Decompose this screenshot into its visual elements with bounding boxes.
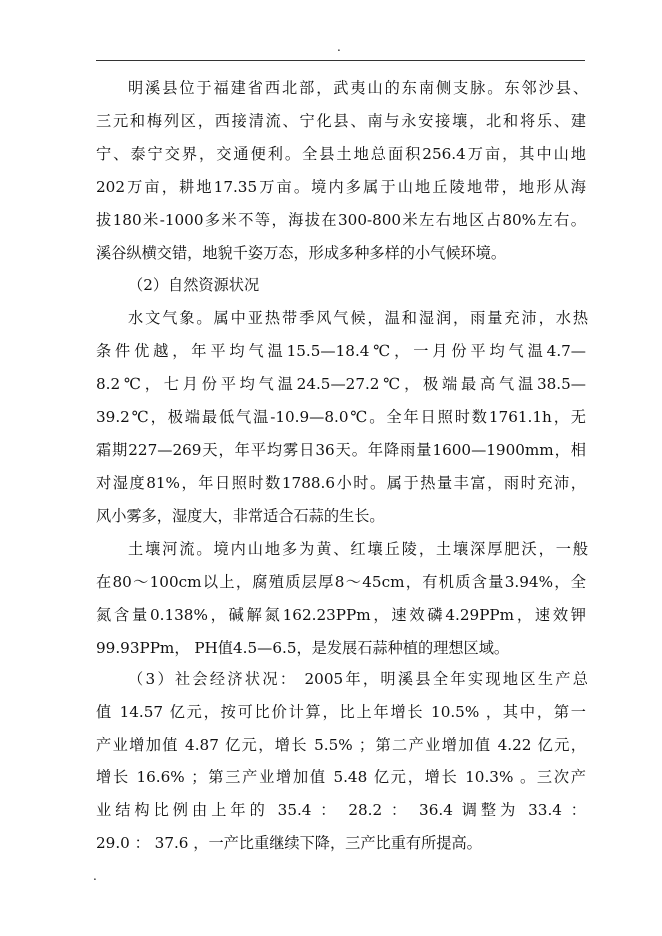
paragraph-line: 风小雾多，湿度大，非常适合石蒜的生长。 [96,507,385,525]
paragraph-line: 拔180米-1000多米不等，海拔在300-800米左右地区占80%左右。 [96,211,586,229]
paragraph-line: 三元和梅列区，西接清流、宁化县、南与永安接壤，北和将乐、建 [96,112,586,130]
paragraph-line: 水文气象。属中亚热带季风气候，温和湿润，雨量充沛，水热 [128,309,588,327]
paragraph-line: 土壤河流。境内山地多为黄、红壤丘陵，土壤深厚肥沃，一般 [128,540,588,558]
paragraph-line: 29.0 ： 37.6 ，一产比重继续下降，三产比重有所提高。 [96,834,482,852]
paragraph-line: 产业增加值 4.87 亿元，增长 5.5% ；第二产业增加值 4.22 亿元， [96,736,586,754]
header-dot: . [337,40,341,54]
footer-dot: . [93,869,97,883]
section-heading: （3）社会经济状况： 2005年，明溪县全年实现地区生产总 [128,670,588,688]
paragraph-line: 宁、泰宁交界，交通便利。全县土地总面积256.4万亩，其中山地 [96,145,586,163]
paragraph-line: 对湿度81%，年日照时数1788.6小时。属于热量丰富，雨时充沛， [96,474,586,492]
paragraph-line: 氮含量0.138%，碱解氮162.23PPm，速效磷4.29PPm，速效钾 [96,606,586,624]
paragraph-line: 39.2℃，极端最低气温-10.9—8.0℃。全年日照时数1761.1h，无 [96,408,586,426]
paragraph-line: 202万亩，耕地17.35万亩。境内多属于山地丘陵地带，地形从海 [96,178,586,196]
header-rule [96,60,585,61]
paragraph-line: 在80～100cm以上，腐殖质层厚8～45cm，有机质含量3.94%，全 [96,573,586,591]
paragraph-line: 霜期227—269天，年平均雾日36天。年降雨量1600—1900mm，相 [96,441,586,459]
paragraph-line: 条件优越，年平均气温15.5—18.4℃，一月份平均气温4.7— [96,342,586,360]
paragraph-line: 8.2℃，七月份平均气温24.5—27.2℃，极端最高气温38.5— [96,375,586,393]
paragraph-line: 值 14.57 亿元，按可比价计算，比上年增长 10.5% ，其中，第一 [96,703,586,721]
paragraph-line: 明溪县位于福建省西北部，武夷山的东南侧支脉。东邻沙县、 [128,79,588,97]
paragraph-line: 溪谷纵横交错，地貌千姿万态，形成多种多样的小气候环境。 [96,244,507,262]
paragraph-line: 99.93PPm， PH值4.5—6.5，是发展石蒜种植的理想区域。 [96,639,510,657]
paragraph-line: 增长 16.6% ；第三产业增加值 5.48 亿元，增长 10.3% 。三次产 [96,768,586,786]
paragraph-line: 业结构比例由上年的 35.4 ： 28.2 ： 36.4 调整为 33.4 ： [96,801,586,819]
section-heading: （2）自然资源状况 [128,276,260,294]
